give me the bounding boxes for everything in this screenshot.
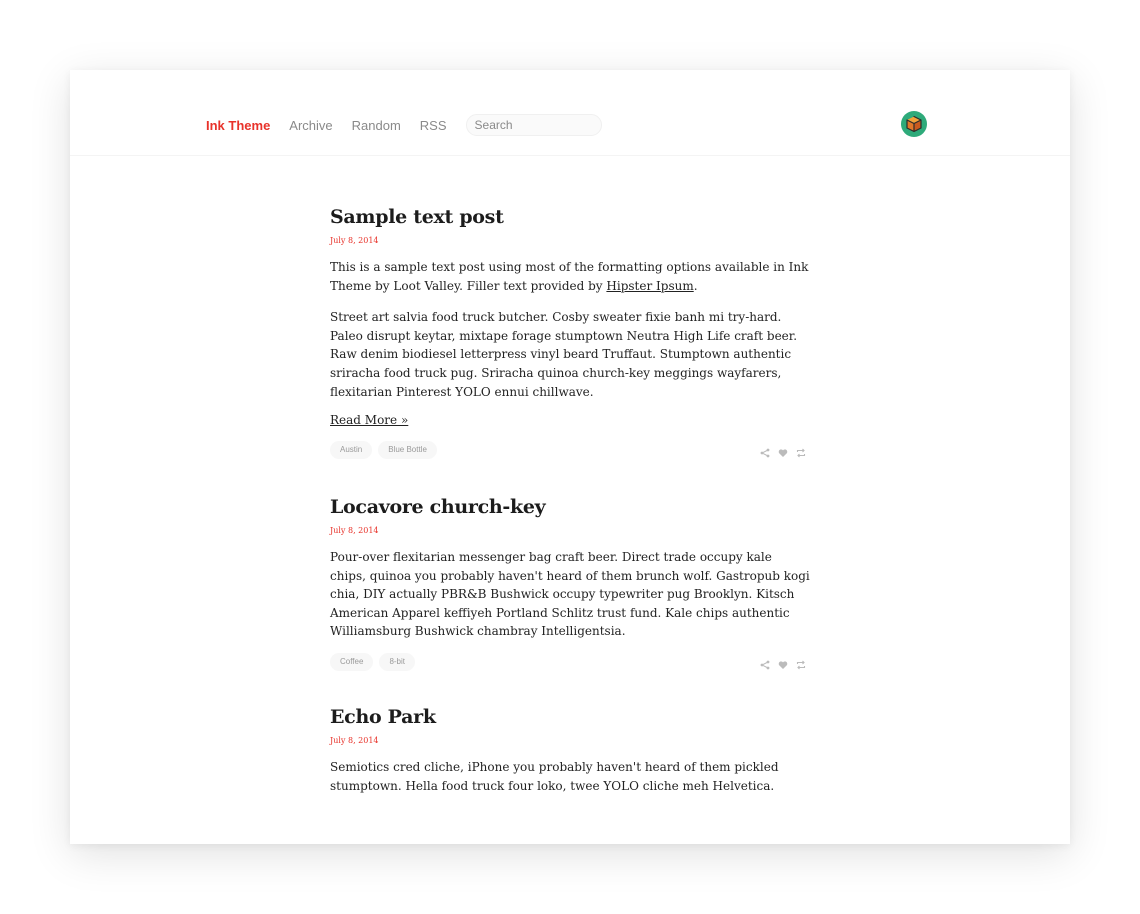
post-date: July 8, 2014 [330,526,379,535]
share-icon[interactable] [760,657,770,667]
post-paragraph: Street art salvia food truck butcher. Cosby sweater fixie banh mi try-hard. Paleo disrupt keytar, mixtape forage stumptown Neutra High Life craft beer. Raw denim biodiesel letterpress vinyl beard Truffaut. Stumptown authentic sriracha food truck pug. Sriracha quinoa church-key meggings wayfarers, flexitarian Pinterest YOLO ennui chillwave. [330,310,798,399]
search-input[interactable] [466,114,602,136]
blog-card [70,70,1070,844]
site-header [70,70,1070,156]
post-meta [330,653,810,671]
tag[interactable]: Coffee [330,653,373,671]
heart-icon[interactable] [778,445,788,455]
nav-link-rss[interactable]: RSS [419,117,447,133]
paragraph-end: . [693,278,698,293]
nav-link-archive[interactable]: Archive [289,117,333,133]
post-locavore [330,496,810,671]
reblog-icon[interactable] [796,445,806,455]
tag[interactable]: Austin [330,441,372,459]
avatar[interactable] [901,111,927,137]
tag[interactable]: Blue Bottle [378,441,437,459]
post-actions [760,445,806,455]
paragraph-text: This is a sample text post using most of the formatting options available in Ink Theme by Loot Valley. Filler text provided by [330,260,809,293]
read-more-link[interactable]: Read More » [330,413,409,428]
post-date: July 8, 2014 [330,736,379,745]
post-body [330,758,810,795]
nav-link-random[interactable]: Random [351,117,401,133]
tag-list [330,441,437,459]
post-meta [330,441,810,459]
tag[interactable]: 8-bit [379,653,415,671]
post-paragraph: Semiotics cred cliche, iPhone you probably haven't heard of them pickled stumptown. Hella food truck four loko, twee YOLO cliche meh Helvetica. [330,760,779,793]
post-date: July 8, 2014 [330,236,379,245]
post-body [330,548,810,641]
post-echo-park [330,706,810,795]
post-actions [760,657,806,667]
post-title[interactable]: Locavore church-key [330,496,546,518]
post-sample-text [330,206,810,459]
tag-list [330,653,415,671]
reblog-icon[interactable] [796,657,806,667]
hipster-ipsum-link[interactable]: Hipster Ipsum [606,278,694,293]
share-icon[interactable] [760,445,770,455]
post-body [330,258,810,401]
cube-icon [905,115,923,133]
main-nav [206,114,602,136]
brand-link[interactable]: Ink Theme [206,117,271,133]
heart-icon[interactable] [778,657,788,667]
post-title[interactable]: Echo Park [330,706,436,728]
post-title[interactable]: Sample text post [330,206,504,228]
post-paragraph [330,258,810,295]
post-paragraph: Pour-over flexitarian messenger bag craft beer. Direct trade occupy kale chips, quinoa you probably haven't heard of them brunch wolf. Gastropub kogi chia, DIY actually PBR&B Bushwick occupy typewriter pug Brooklyn. Kitsch American Apparel keffiyeh Portland Schlitz trust fund. Kale chips authentic Williamsburg Bushwick chambray Intelligentsia. [330,550,810,639]
